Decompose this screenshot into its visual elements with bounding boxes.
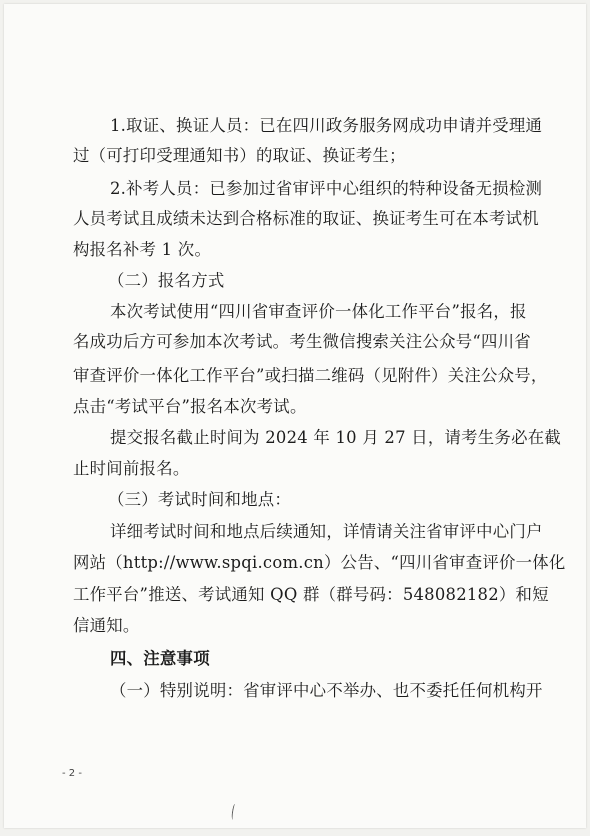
text-line: 过（可打印受理通知书）的取证、换证考生； — [73, 146, 406, 165]
section-heading-level1: 四、注意事项 — [110, 649, 210, 668]
text-line: 信通知。 — [73, 616, 140, 635]
text-line: 止时间前报名。 — [73, 459, 190, 478]
text-line: （一）特别说明：省审评中心不举办、也不委托任何机构开 — [110, 681, 543, 700]
text-line: 审查评价一体化工作平台”或扫描二维码（见附件）关注公众号， — [73, 366, 548, 385]
section-heading: （二）报名方式 — [108, 271, 225, 290]
section-heading: （三）考试时间和地点： — [108, 490, 292, 509]
text-line: 详细考试时间和地点后续通知，详情请关注省审评中心门户 — [110, 522, 543, 541]
page-number: - 2 - — [62, 768, 82, 779]
text-line: 2.补考人员：已参加过省审评中心组织的特种设备无损检测 — [110, 179, 543, 198]
text-line: 人员考试且成绩未达到合格标准的取证、换证考生可在本考试机 — [73, 209, 539, 228]
text-line: 工作平台”推送、考试通知 QQ 群（群号码：548082182）和短 — [73, 585, 549, 604]
text-line: 构报名补考 1 次。 — [73, 240, 212, 259]
text-line: 名成功后方可参加本次考试。考生微信搜索关注公众号“四川省 — [73, 332, 531, 351]
text-line: 本次考试使用“四川省审查评价一体化工作平台”报名，报 — [110, 302, 527, 321]
pen-mark — [231, 804, 238, 820]
text-line: 网站（http://www.spqi.com.cn）公告、“四川省审查评价一体化 — [73, 553, 566, 572]
document-page — [4, 4, 586, 828]
text-line: 提交报名截止时间为 2024 年 10 月 27 日，请考生务必在截 — [110, 428, 561, 447]
text-line: 点击“考试平台”报名本次考试。 — [73, 397, 307, 416]
text-line: 1.取证、换证人员：已在四川政务服务网成功申请并受理通 — [110, 116, 543, 135]
